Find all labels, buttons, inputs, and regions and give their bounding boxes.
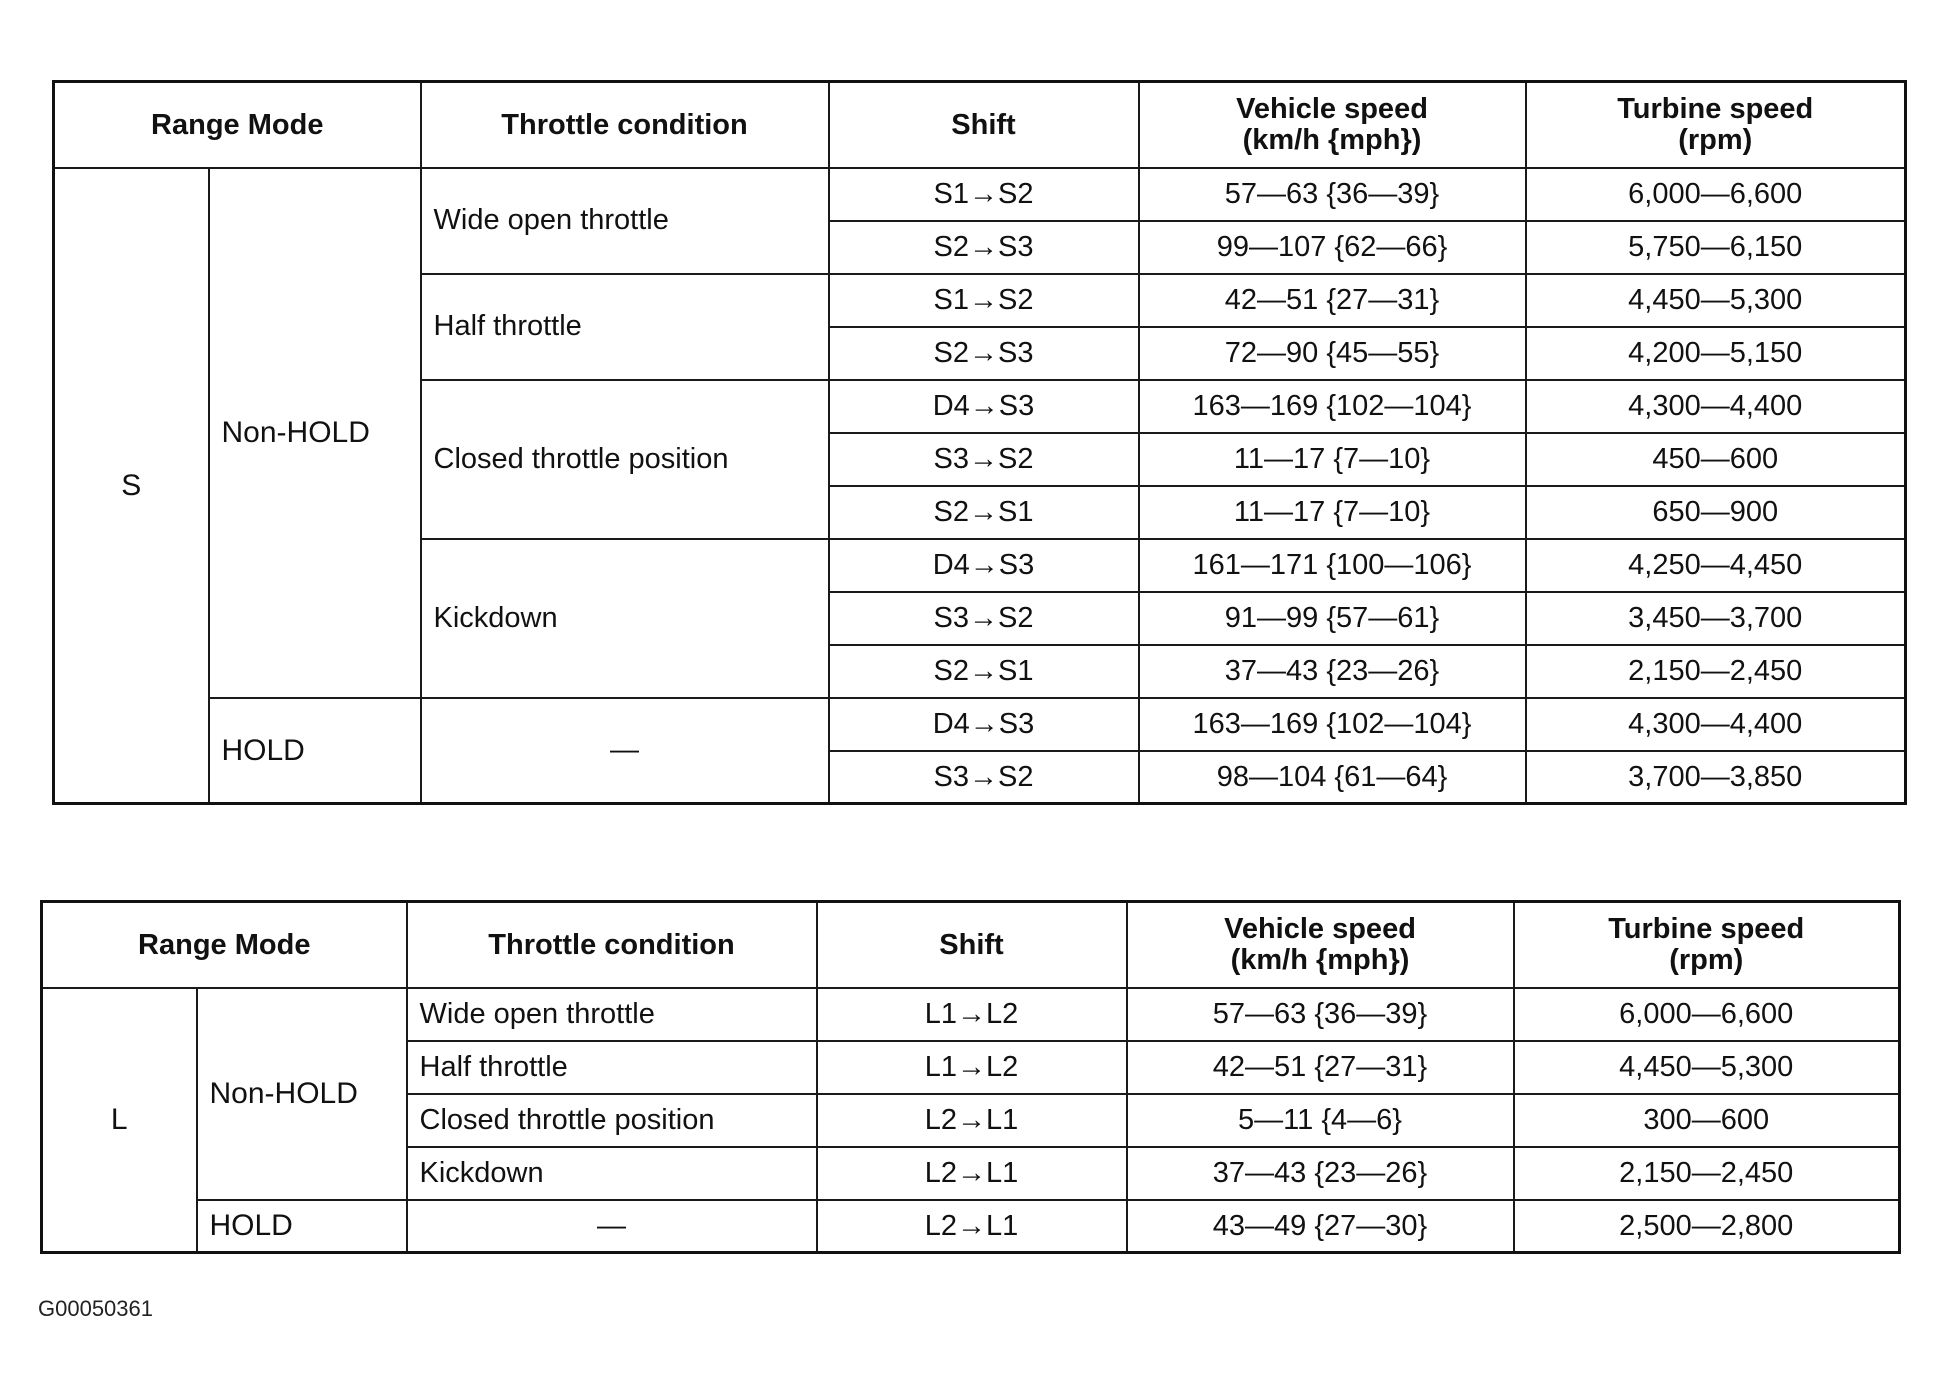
mode-hold: HOLD <box>209 698 421 804</box>
header-vehicle-speed-line1: Vehicle speed <box>1224 913 1416 946</box>
vehicle-speed-cell: 11—17 {7—10} <box>1139 433 1526 486</box>
turbine-speed-cell: 4,300—4,400 <box>1526 380 1906 433</box>
turbine-speed-cell: 300—600 <box>1514 1094 1900 1147</box>
throttle-half: Half throttle <box>421 274 829 380</box>
header-vehicle-speed-line2: (km/h {mph}) <box>1242 123 1422 156</box>
throttle-kickdown: Kickdown <box>421 539 829 698</box>
throttle-closed: Closed throttle position <box>421 380 829 539</box>
shift-cell: S3→S2 <box>829 592 1139 645</box>
mode-hold: HOLD <box>197 1200 407 1253</box>
turbine-speed-cell: 2,500—2,800 <box>1514 1200 1900 1253</box>
shift-cell: S1→S2 <box>829 274 1139 327</box>
turbine-speed-cell: 650—900 <box>1526 486 1906 539</box>
turbine-speed-cell: 4,250—4,450 <box>1526 539 1906 592</box>
shift-cell: L2→L1 <box>817 1147 1127 1200</box>
header-row <box>42 902 1900 988</box>
shift-cell: S2→S3 <box>829 221 1139 274</box>
shift-cell: L1→L2 <box>817 988 1127 1041</box>
shift-cell: D4→S3 <box>829 380 1139 433</box>
header-vehicle-speed <box>1139 82 1526 168</box>
header-vehicle-speed-line2: (km/h {mph}) <box>1230 943 1410 976</box>
table-row <box>42 988 1900 1041</box>
throttle-cell: Half throttle <box>407 1041 817 1094</box>
vehicle-speed-cell: 42—51 {27—31} <box>1127 1041 1514 1094</box>
figure-code: G00050361 <box>38 1296 153 1321</box>
header-range-mode: Range Mode <box>42 902 407 988</box>
header-turbine-speed-line2: (rpm) <box>1669 943 1744 976</box>
throttle-cell: Closed throttle position <box>407 1094 817 1147</box>
header-shift: Shift <box>829 82 1139 168</box>
turbine-speed-cell: 4,300—4,400 <box>1526 698 1906 751</box>
throttle-cell: Kickdown <box>407 1147 817 1200</box>
vehicle-speed-cell: 98—104 {61—64} <box>1139 751 1526 804</box>
header-turbine-speed <box>1514 902 1900 988</box>
turbine-speed-cell: 2,150—2,450 <box>1526 645 1906 698</box>
table-row <box>42 1200 1900 1253</box>
header-turbine-speed-line1: Turbine speed <box>1617 93 1814 126</box>
vehicle-speed-cell: 37—43 {23—26} <box>1127 1147 1514 1200</box>
turbine-speed-cell: 2,150—2,450 <box>1514 1147 1900 1200</box>
mode-non-hold: Non-HOLD <box>197 988 407 1200</box>
turbine-speed-cell: 3,450—3,700 <box>1526 592 1906 645</box>
vehicle-speed-cell: 5—11 {4—6} <box>1127 1094 1514 1147</box>
vehicle-speed-cell: 11—17 {7—10} <box>1139 486 1526 539</box>
vehicle-speed-cell: 161—171 {100—106} <box>1139 539 1526 592</box>
turbine-speed-cell: 4,200—5,150 <box>1526 327 1906 380</box>
turbine-speed-cell: 4,450—5,300 <box>1526 274 1906 327</box>
header-shift: Shift <box>817 902 1127 988</box>
header-turbine-speed-line1: Turbine speed <box>1608 913 1805 946</box>
vehicle-speed-cell: 57—63 {36—39} <box>1139 168 1526 221</box>
shift-cell: S3→S2 <box>829 751 1139 804</box>
shift-cell: L2→L1 <box>817 1200 1127 1253</box>
shift-cell: S2→S1 <box>829 486 1139 539</box>
mode-non-hold: Non-HOLD <box>209 168 421 698</box>
l-range-shift-table <box>40 900 1901 1254</box>
shift-cell: S2→S1 <box>829 645 1139 698</box>
vehicle-speed-cell: 163—169 {102—104} <box>1139 380 1526 433</box>
throttle-wide-open: Wide open throttle <box>421 168 829 274</box>
turbine-speed-cell: 450—600 <box>1526 433 1906 486</box>
header-vehicle-speed <box>1127 902 1514 988</box>
header-turbine-speed <box>1526 82 1906 168</box>
range-cell: L <box>42 988 197 1253</box>
throttle-cell: — <box>407 1200 817 1253</box>
header-throttle-condition: Throttle condition <box>421 82 829 168</box>
vehicle-speed-cell: 43—49 {27—30} <box>1127 1200 1514 1253</box>
turbine-speed-cell: 5,750—6,150 <box>1526 221 1906 274</box>
shift-cell: D4→S3 <box>829 698 1139 751</box>
shift-cell: D4→S3 <box>829 539 1139 592</box>
header-vehicle-speed-line1: Vehicle speed <box>1236 93 1428 126</box>
turbine-speed-cell: 6,000—6,600 <box>1514 988 1900 1041</box>
vehicle-speed-cell: 42—51 {27—31} <box>1139 274 1526 327</box>
vehicle-speed-cell: 37—43 {23—26} <box>1139 645 1526 698</box>
turbine-speed-cell: 3,700—3,850 <box>1526 751 1906 804</box>
turbine-speed-cell: 4,450—5,300 <box>1514 1041 1900 1094</box>
table-row <box>54 168 1906 221</box>
shift-cell: L2→L1 <box>817 1094 1127 1147</box>
vehicle-speed-cell: 163—169 {102—104} <box>1139 698 1526 751</box>
throttle-cell: Wide open throttle <box>407 988 817 1041</box>
range-cell: S <box>54 168 209 804</box>
vehicle-speed-cell: 99—107 {62—66} <box>1139 221 1526 274</box>
shift-cell: S1→S2 <box>829 168 1139 221</box>
shift-cell: L1→L2 <box>817 1041 1127 1094</box>
shift-cell: S2→S3 <box>829 327 1139 380</box>
table-row <box>54 698 1906 751</box>
vehicle-speed-cell: 57—63 {36—39} <box>1127 988 1514 1041</box>
shift-cell: S3→S2 <box>829 433 1139 486</box>
header-row <box>54 82 1906 168</box>
vehicle-speed-cell: 91—99 {57—61} <box>1139 592 1526 645</box>
header-turbine-speed-line2: (rpm) <box>1678 123 1753 156</box>
throttle-hold-dash: — <box>421 698 829 804</box>
turbine-speed-cell: 6,000—6,600 <box>1526 168 1906 221</box>
header-range-mode: Range Mode <box>54 82 421 168</box>
header-throttle-condition: Throttle condition <box>407 902 817 988</box>
s-range-shift-table <box>52 80 1907 805</box>
vehicle-speed-cell: 72—90 {45—55} <box>1139 327 1526 380</box>
